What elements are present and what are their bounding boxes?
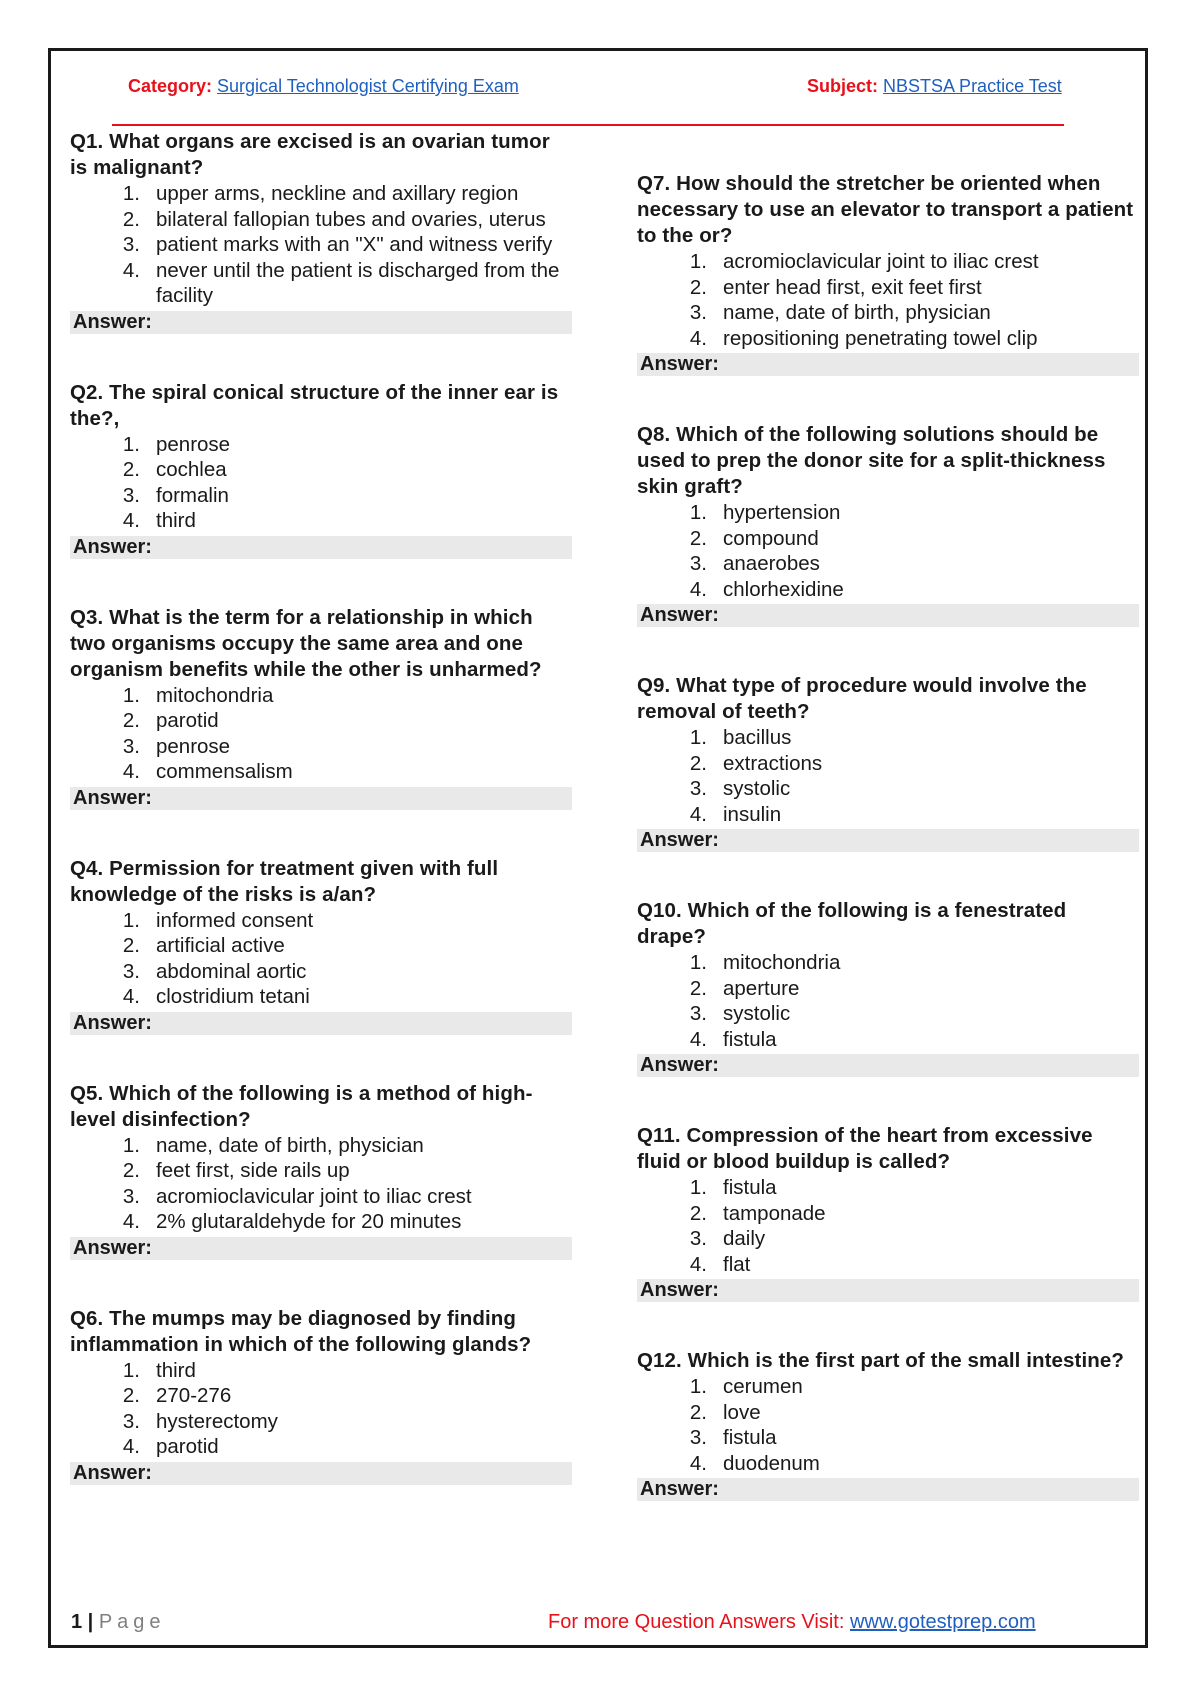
answer-option[interactable] — [637, 500, 1139, 526]
option-text: enter head first, exit feet first — [723, 275, 982, 299]
option-text: love — [723, 1400, 761, 1424]
answer-option[interactable] — [637, 1252, 1139, 1278]
answer-field[interactable]: Answer: — [70, 536, 572, 559]
option-number: 3. — [122, 1409, 140, 1433]
option-text: hypertension — [723, 501, 841, 524]
option-text: repositioning penetrating towel clip — [723, 326, 1038, 350]
answer-option[interactable] — [70, 1158, 572, 1184]
option-text: feet first, side rails up — [156, 1159, 350, 1182]
answer-option[interactable] — [70, 1383, 572, 1409]
answer-option[interactable] — [70, 908, 572, 934]
option-number: 4. — [689, 1252, 707, 1276]
option-number: 4. — [122, 985, 140, 1008]
option-number: 4. — [122, 760, 140, 783]
option-number: 3. — [689, 552, 707, 575]
option-text: cochlea — [156, 458, 227, 481]
option-number: 1. — [689, 250, 707, 273]
answer-option[interactable] — [70, 232, 572, 258]
answer-option[interactable] — [70, 1184, 572, 1210]
option-text: parotid — [156, 1435, 219, 1458]
option-text: extractions — [723, 751, 823, 775]
option-list — [70, 432, 572, 534]
option-text: third — [156, 509, 196, 532]
option-number: 3. — [689, 777, 707, 800]
answer-option[interactable] — [70, 959, 572, 985]
subject-label: Subject: — [807, 76, 879, 96]
answer-option[interactable] — [70, 483, 572, 509]
option-number: 4. — [689, 1027, 707, 1051]
option-text: cerumen — [723, 1375, 803, 1398]
option-number: 2. — [689, 1400, 707, 1424]
question-text: Q7. How should the stretcher be oriented when necessary to use an elevator to transport a patient to the or? — [637, 172, 1134, 247]
answer-option[interactable] — [637, 300, 1139, 326]
answer-option[interactable] — [70, 1434, 572, 1460]
question-text: Q8. Which of the following solutions should be used to prep the donor site for a split-thickness skin graft? — [637, 423, 1106, 498]
option-text: penrose — [156, 432, 231, 456]
option-number: 1. — [122, 182, 140, 205]
option-text: mitochondria — [156, 683, 274, 707]
option-number: 4. — [689, 577, 707, 601]
question-text: Q3. What is the term for a relationship in which two organisms occupy the same area and one organism benefits while the other is unharmed? — [70, 605, 542, 681]
answer-option[interactable] — [637, 1001, 1139, 1027]
option-list — [70, 908, 572, 1010]
option-text: hysterectomy — [156, 1409, 278, 1433]
answer-option[interactable] — [70, 734, 572, 760]
option-text: anaerobes — [723, 552, 820, 575]
answer-option[interactable] — [637, 1226, 1139, 1252]
option-number: 1. — [689, 501, 707, 524]
answer-field[interactable]: Answer: — [70, 1462, 572, 1485]
option-list — [637, 950, 1139, 1052]
question-block — [637, 673, 1139, 852]
answer-option[interactable] — [70, 432, 572, 458]
question-block — [70, 380, 572, 559]
option-text: bilateral fallopian tubes and ovaries, uterus — [156, 207, 546, 231]
answer-field[interactable]: Answer: — [637, 1054, 1139, 1077]
question-block — [70, 856, 572, 1035]
header-divider — [112, 124, 1064, 126]
option-text: duodenum — [723, 1451, 820, 1475]
option-number: 3. — [122, 1184, 140, 1208]
option-text: acromioclavicular joint to iliac crest — [156, 1184, 472, 1208]
option-text: systolic — [723, 777, 791, 800]
answer-option[interactable] — [70, 258, 572, 309]
option-number: 2. — [122, 458, 140, 481]
question-block — [70, 605, 572, 810]
option-text: name, date of birth, physician — [723, 301, 991, 324]
option-number: 4. — [122, 509, 140, 532]
question-text: Q11. Compression of the heart from excessive fluid or blood buildup is called? — [637, 1124, 1093, 1173]
option-list — [70, 181, 572, 309]
answer-field[interactable]: Answer: — [637, 353, 1139, 376]
answer-option[interactable] — [70, 933, 572, 959]
option-number: 4. — [122, 1435, 140, 1458]
option-text: abdominal aortic — [156, 959, 307, 983]
category-label: Category: — [128, 76, 213, 96]
option-text: fistula — [723, 1426, 777, 1449]
answer-option[interactable] — [637, 249, 1139, 275]
answer-option[interactable] — [70, 457, 572, 483]
option-text: fistula — [723, 1027, 777, 1051]
option-list — [637, 1175, 1139, 1277]
answer-option[interactable] — [637, 976, 1139, 1002]
option-text: bacillus — [723, 726, 792, 749]
option-number: 1. — [689, 951, 707, 974]
answer-option[interactable] — [70, 708, 572, 734]
option-number: 2. — [122, 207, 140, 231]
page-separator: | — [82, 1611, 99, 1633]
option-text: formalin — [156, 483, 229, 507]
answer-option[interactable] — [70, 1209, 572, 1235]
option-number: 1. — [689, 1176, 707, 1199]
option-text: flat — [723, 1252, 751, 1276]
option-number: 2. — [122, 1384, 140, 1407]
header-subject — [807, 76, 1062, 97]
option-text: never until the patient is discharged from the facility — [156, 258, 560, 307]
answer-field[interactable]: Answer: — [70, 1237, 572, 1260]
option-number: 1. — [122, 908, 140, 932]
answer-option[interactable] — [637, 1175, 1139, 1201]
footer-link[interactable]: www.gotestprep.com — [849, 1611, 1036, 1633]
option-text: daily — [723, 1227, 766, 1250]
option-text: mitochondria — [723, 951, 841, 974]
option-number: 1. — [122, 1358, 140, 1382]
option-number: 3. — [689, 1426, 707, 1449]
option-text: acromioclavicular joint to iliac crest — [723, 250, 1039, 273]
question-text: Q6. The mumps may be diagnosed by finding inflammation in which of the following glands? — [70, 1306, 532, 1356]
page-number: 1 — [71, 1611, 83, 1633]
option-list — [70, 1133, 572, 1235]
question-text: Q2. The spiral conical structure of the inner ear is the?, — [70, 380, 559, 430]
option-text: patient marks with an "X" and witness verify — [156, 233, 553, 256]
option-text: upper arms, neckline and axillary region — [156, 182, 519, 205]
footer-more-text: For more Question Answers Visit: — [548, 1611, 845, 1633]
option-text: 2% glutaraldehyde for 20 minutes — [156, 1210, 462, 1233]
question-block — [637, 1123, 1139, 1302]
option-number: 3. — [122, 233, 140, 256]
option-text: artificial active — [156, 934, 285, 957]
answer-option[interactable] — [637, 802, 1139, 828]
option-list — [637, 1374, 1139, 1476]
answer-option[interactable] — [70, 181, 572, 207]
option-list — [637, 249, 1139, 351]
answer-option[interactable] — [70, 759, 572, 785]
answer-field[interactable]: Answer: — [70, 311, 572, 334]
question-text: Q12. Which is the first part of the small intestine? — [637, 1349, 1125, 1372]
option-number: 3. — [689, 1002, 707, 1025]
option-number: 2. — [122, 1159, 140, 1182]
option-number: 4. — [689, 1451, 707, 1475]
option-text: insulin — [723, 802, 782, 826]
answer-option[interactable] — [70, 1409, 572, 1435]
question-block — [637, 422, 1139, 627]
answer-field[interactable]: Answer: — [70, 1012, 572, 1035]
option-number: 1. — [122, 1133, 140, 1157]
option-number: 1. — [122, 432, 140, 456]
option-text: penrose — [156, 734, 231, 758]
option-number: 2. — [122, 709, 140, 732]
question-text: Q5. Which of the following is a method of high-level disinfection? — [70, 1081, 533, 1131]
option-text: parotid — [156, 709, 219, 732]
option-text: tamponade — [723, 1201, 826, 1225]
header-category — [128, 76, 519, 97]
option-list — [637, 725, 1139, 827]
answer-field[interactable]: Answer: — [637, 829, 1139, 852]
category-link[interactable]: Surgical Technologist Certifying Exam — [217, 76, 519, 96]
option-number: 4. — [122, 1210, 140, 1233]
option-text: systolic — [723, 1002, 791, 1025]
answer-option[interactable] — [70, 1358, 572, 1384]
option-number: 3. — [689, 301, 707, 324]
option-number: 3. — [122, 483, 140, 507]
page-footer-number — [71, 1611, 166, 1634]
answer-option[interactable] — [637, 526, 1139, 552]
option-list — [70, 683, 572, 785]
answer-option[interactable] — [70, 508, 572, 534]
option-number: 2. — [122, 934, 140, 957]
answer-field[interactable]: Answer: — [637, 604, 1139, 627]
option-text: 270-276 — [156, 1384, 232, 1407]
answer-option[interactable] — [637, 1027, 1139, 1053]
question-block — [70, 129, 572, 334]
page-word: Page — [98, 1611, 166, 1633]
question-text: Q10. Which of the following is a fenestrated drape? — [637, 899, 1067, 948]
option-number: 1. — [689, 1375, 707, 1398]
answer-option[interactable] — [637, 275, 1139, 301]
answer-option[interactable] — [637, 776, 1139, 802]
answer-option[interactable] — [70, 683, 572, 709]
option-number: 4. — [689, 802, 707, 826]
option-number: 2. — [689, 275, 707, 299]
subject-link[interactable]: NBSTSA Practice Test — [883, 76, 1062, 96]
option-text: informed consent — [156, 908, 314, 932]
option-number: 2. — [689, 751, 707, 775]
question-block — [70, 1306, 572, 1485]
page-footer-promo — [548, 1611, 1036, 1634]
question-block — [637, 1348, 1139, 1501]
answer-option[interactable] — [637, 1201, 1139, 1227]
question-text: Q9. What type of procedure would involve the removal of teeth? — [637, 674, 1087, 723]
option-list — [70, 1358, 572, 1460]
question-block — [70, 1081, 572, 1260]
option-text: fistula — [723, 1176, 777, 1199]
option-number: 3. — [122, 734, 140, 758]
left-question-column — [70, 129, 572, 1531]
answer-option[interactable] — [70, 207, 572, 233]
option-number: 3. — [122, 959, 140, 983]
answer-field[interactable]: Answer: — [70, 787, 572, 810]
option-text: name, date of birth, physician — [156, 1133, 424, 1157]
answer-option[interactable] — [637, 950, 1139, 976]
option-text: clostridium tetani — [156, 985, 310, 1008]
right-question-column — [637, 171, 1139, 1547]
option-number: 2. — [689, 526, 707, 550]
answer-field[interactable]: Answer: — [637, 1478, 1139, 1501]
answer-option[interactable] — [70, 984, 572, 1010]
option-number: 4. — [122, 258, 140, 282]
answer-field[interactable]: Answer: — [637, 1279, 1139, 1302]
answer-option[interactable] — [637, 1451, 1139, 1477]
question-text: Q1. What organs are excised is an ovarian tumor is malignant? — [70, 130, 550, 179]
option-number: 2. — [689, 976, 707, 1000]
answer-option[interactable] — [637, 551, 1139, 577]
option-text: compound — [723, 526, 819, 550]
option-text: chlorhexidine — [723, 577, 844, 601]
answer-option[interactable] — [637, 1374, 1139, 1400]
option-number: 4. — [689, 326, 707, 350]
option-text: third — [156, 1358, 196, 1382]
option-text: aperture — [723, 976, 800, 1000]
option-number: 3. — [689, 1227, 707, 1250]
answer-option[interactable] — [637, 1400, 1139, 1426]
answer-option[interactable] — [637, 577, 1139, 603]
option-number: 1. — [689, 726, 707, 749]
option-number: 1. — [122, 683, 140, 707]
answer-option[interactable] — [637, 326, 1139, 352]
option-list — [637, 500, 1139, 602]
answer-option[interactable] — [637, 751, 1139, 777]
option-text: commensalism — [156, 760, 293, 783]
answer-option[interactable] — [637, 725, 1139, 751]
answer-option[interactable] — [70, 1133, 572, 1159]
question-block — [637, 898, 1139, 1077]
question-block — [637, 171, 1139, 376]
option-number: 2. — [689, 1201, 707, 1225]
question-text: Q4. Permission for treatment given with full knowledge of the risks is a/an? — [70, 856, 499, 906]
answer-option[interactable] — [637, 1425, 1139, 1451]
